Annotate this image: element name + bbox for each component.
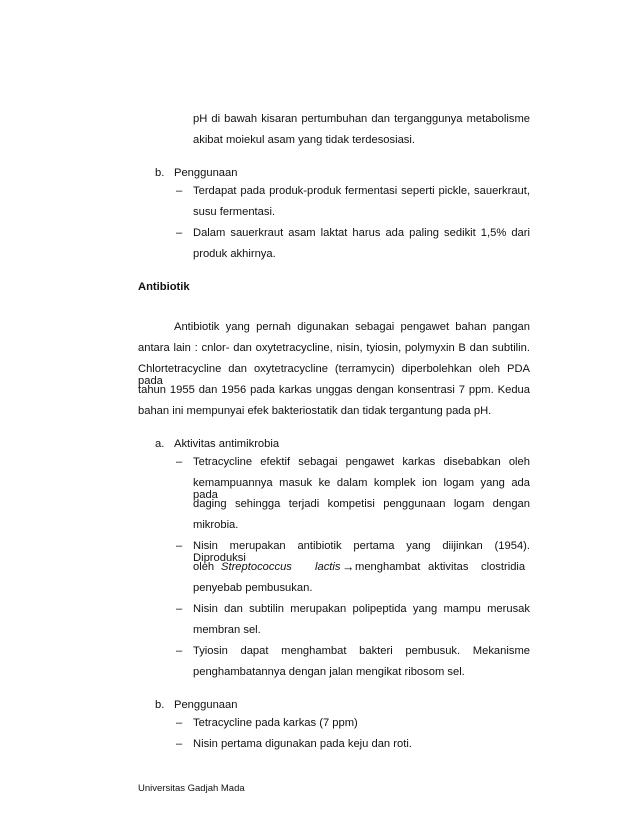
s2-item1-line1: Tetracycline efektif sebagai pengawet karkas disebabkan oleh — [193, 456, 530, 468]
bullet-dash: – — [176, 738, 183, 750]
s2-item4-line2: penghambatannya dengan jalan mengikat ribosom sel. — [193, 666, 465, 678]
s2-item1-line3: daging sehingga terjadi kompetisi penggunaan logam dengan — [193, 498, 530, 510]
s2-item2-line3: penyebab pembusukan. — [193, 582, 313, 594]
section1-title: Penggunaan — [174, 167, 238, 179]
arrow-right-icon: → — [342, 560, 355, 574]
s3-item2: Nisin pertama digunakan pada keju dan roti. — [193, 738, 412, 750]
section2-marker: a. — [155, 438, 165, 450]
paragraph-line-5: bahan ini mempunyai efek bakteriostatik dan tidak tergantung pada pH. — [138, 405, 492, 417]
s2-item2-species: lactis — [315, 561, 341, 573]
bullet-dash: – — [176, 717, 183, 729]
bullet-dash: – — [176, 227, 183, 239]
s2-item3-line1: Nisin dan subtilin merupakan polipeptida yang mampu merusak — [193, 603, 530, 615]
bullet-dash: – — [176, 185, 183, 197]
bullet-dash: – — [176, 456, 183, 468]
s2-item1-line4: mikrobia. — [193, 519, 239, 531]
section1-marker: b. — [155, 167, 165, 179]
bullet-dash: – — [176, 603, 183, 615]
paragraph-line-4: tahun 1955 dan 1956 pada karkas unggas dengan konsentrasi 7 ppm. Kedua — [138, 384, 530, 396]
s2-item4-line1: Tyiosin dapat menghambat bakteri pembusuk. Mekanisme — [193, 645, 530, 657]
paragraph-line-1: Antibiotik yang pernah digunakan sebagai pengawet bahan pangan — [174, 321, 530, 333]
s2-item2-genus: Streptococcus — [221, 561, 292, 573]
s1-item1-line2: susu fermentasi. — [193, 206, 276, 218]
section-heading-antibiotik: Antibiotik — [138, 281, 190, 293]
s2-item2-line2-oleh: oleh — [193, 561, 215, 573]
section3-title: Penggunaan — [174, 699, 238, 711]
section3-marker: b. — [155, 699, 165, 711]
paragraph-line-2: antara lain : cnlor- dan oxytetracycline, nisin, tyiosin, polymyxin B dan subtilin. — [138, 342, 530, 354]
s2-item2-aktivitas: aktivitas — [428, 561, 469, 573]
paragraph-line-3: Chlortetracycline dan oxytetracycline (terramycin) diperbolehkan oleh PDA pada — [138, 363, 530, 387]
s2-item2-menghambat: menghambat — [355, 561, 421, 573]
section2-title: Aktivitas antimikrobia — [174, 438, 280, 450]
s1-item1-line1: Terdapat pada produk-produk fermentasi seperti pickle, sauerkraut, — [193, 185, 530, 197]
s1-item2-line2: produk akhirnya. — [193, 248, 276, 260]
s2-item1-line2: kemampuannya masuk ke dalam komplek ion logam yang ada pada — [193, 477, 530, 501]
s2-item3-line2: membran sel. — [193, 624, 261, 636]
page-footer: Universitas Gadjah Mada — [138, 783, 245, 794]
s2-item2-clostridia: clostridia — [481, 561, 526, 573]
bullet-dash: – — [176, 540, 183, 552]
bullet-dash: – — [176, 645, 183, 657]
top-item-line-1: pH di bawah kisaran pertumbuhan dan terganggunya metabolisme — [193, 113, 530, 125]
s2-item2-line1: Nisin merupakan antibiotik pertama yang diijinkan (1954). Diproduksi — [193, 540, 530, 564]
s1-item2-line1: Dalam sauerkraut asam laktat harus ada paling sedikit 1,5% dari — [193, 227, 530, 239]
s3-item1: Tetracycline pada karkas (7 ppm) — [193, 717, 358, 729]
top-item-line-2: akibat moiekul asam yang tidak terdesosiasi. — [193, 134, 415, 146]
